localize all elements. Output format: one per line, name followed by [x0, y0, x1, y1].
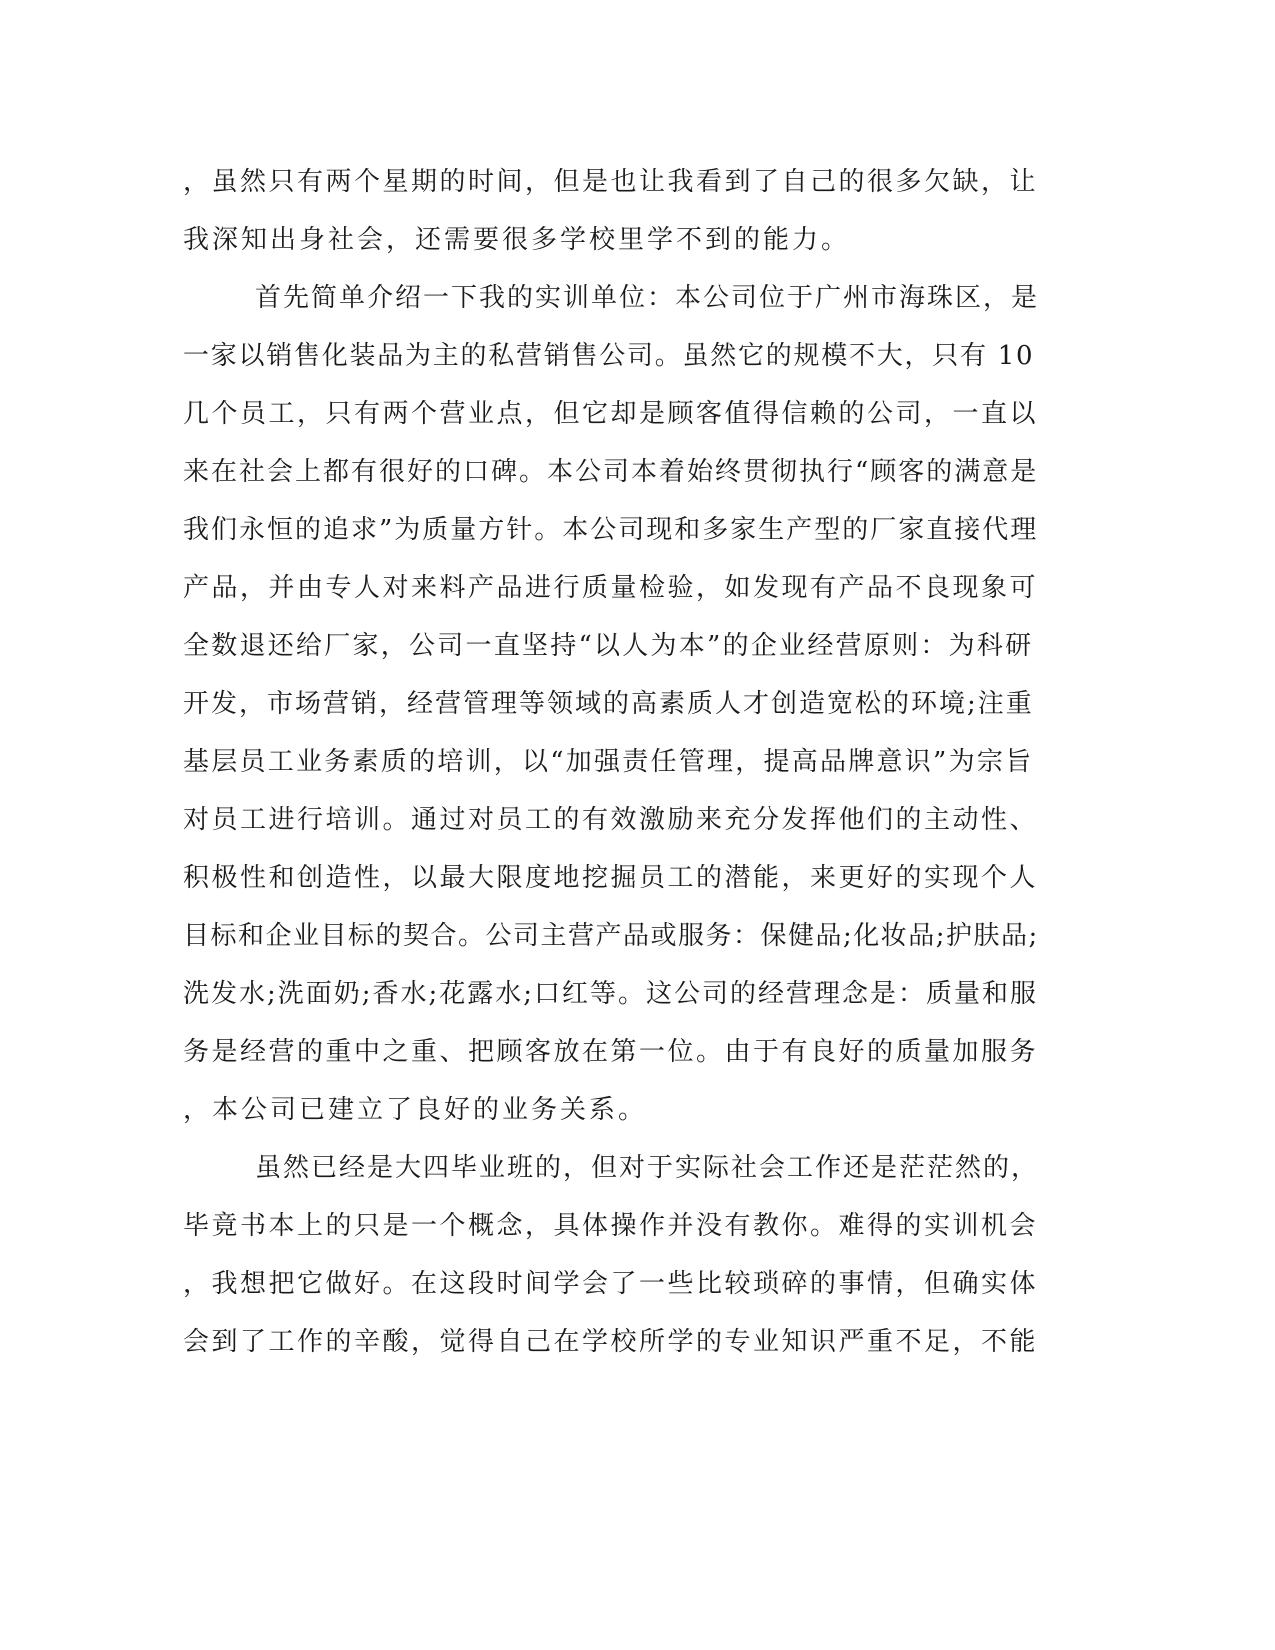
text-line: 一家以销售化装品为主的私营销售公司。虽然它的规模不大，只有 10: [183, 341, 1035, 371]
text-line: 来在社会上都有很好的口碑。本公司本着始终贯彻执行“顾客的满意是: [183, 457, 1039, 487]
text-line: 我深知出身社会，还需要很多学校里学不到的能力。: [183, 225, 851, 255]
text-line: ，虽然只有两个星期的时间，但是也让我看到了自己的很多欠缺，让: [183, 167, 1039, 197]
text-line: 务是经营的重中之重、把顾客放在第一位。由于有良好的质量加服务: [183, 1037, 1039, 1067]
text-line: ，我想把它做好。在这段时间学会了一些比较琐碎的事情，但确实体: [183, 1269, 1039, 1299]
text-line: 洗发水;洗面奶;香水;花露水;口红等。这公司的经营理念是：质量和服: [183, 979, 1039, 1009]
text-line: 基层员工业务素质的培训，以“加强责任管理，提高品牌意识”为宗旨: [183, 747, 1034, 777]
text-line: 目标和企业目标的契合。公司主营产品或服务：保健品;化妆品;护肤品;: [183, 921, 1039, 951]
text-line: 对员工进行培训。通过对员工的有效激励来充分发挥他们的主动性、: [183, 805, 1039, 835]
text-line: 产品，并由专人对来料产品进行质量检验，如发现有产品不良现象可: [183, 573, 1039, 603]
text-line: ，本公司已建立了良好的业务关系。: [183, 1095, 648, 1125]
text-line: 积极性和创造性，以最大限度地挖掘员工的潜能，来更好的实现个人: [183, 863, 1039, 893]
text-line: 会到了工作的辛酸，觉得自己在学校所学的专业知识严重不足，不能: [183, 1327, 1039, 1357]
text-line: 开发，市场营销，经营管理等领域的高素质人才创造宽松的环境;注重: [183, 689, 1034, 719]
paragraph-first-line: 首先简单介绍一下我的实训单位：本公司位于广州市海珠区，是: [255, 283, 1040, 313]
text-line: 几个员工，只有两个营业点，但它却是顾客值得信赖的公司，一直以: [183, 399, 1039, 429]
text-line: 全数退还给厂家，公司一直坚持“以人为本”的企业经营原则：为科研: [183, 631, 1034, 661]
text-line: 我们永恒的追求”为质量方针。本公司现和多家生产型的厂家直接代理: [183, 515, 1039, 545]
text-line: 毕竟书本上的只是一个概念，具体操作并没有教你。难得的实训机会: [183, 1211, 1039, 1241]
paragraph-first-line: 虽然已经是大四毕业班的，但对于实际社会工作还是茫茫然的，: [255, 1153, 1040, 1183]
